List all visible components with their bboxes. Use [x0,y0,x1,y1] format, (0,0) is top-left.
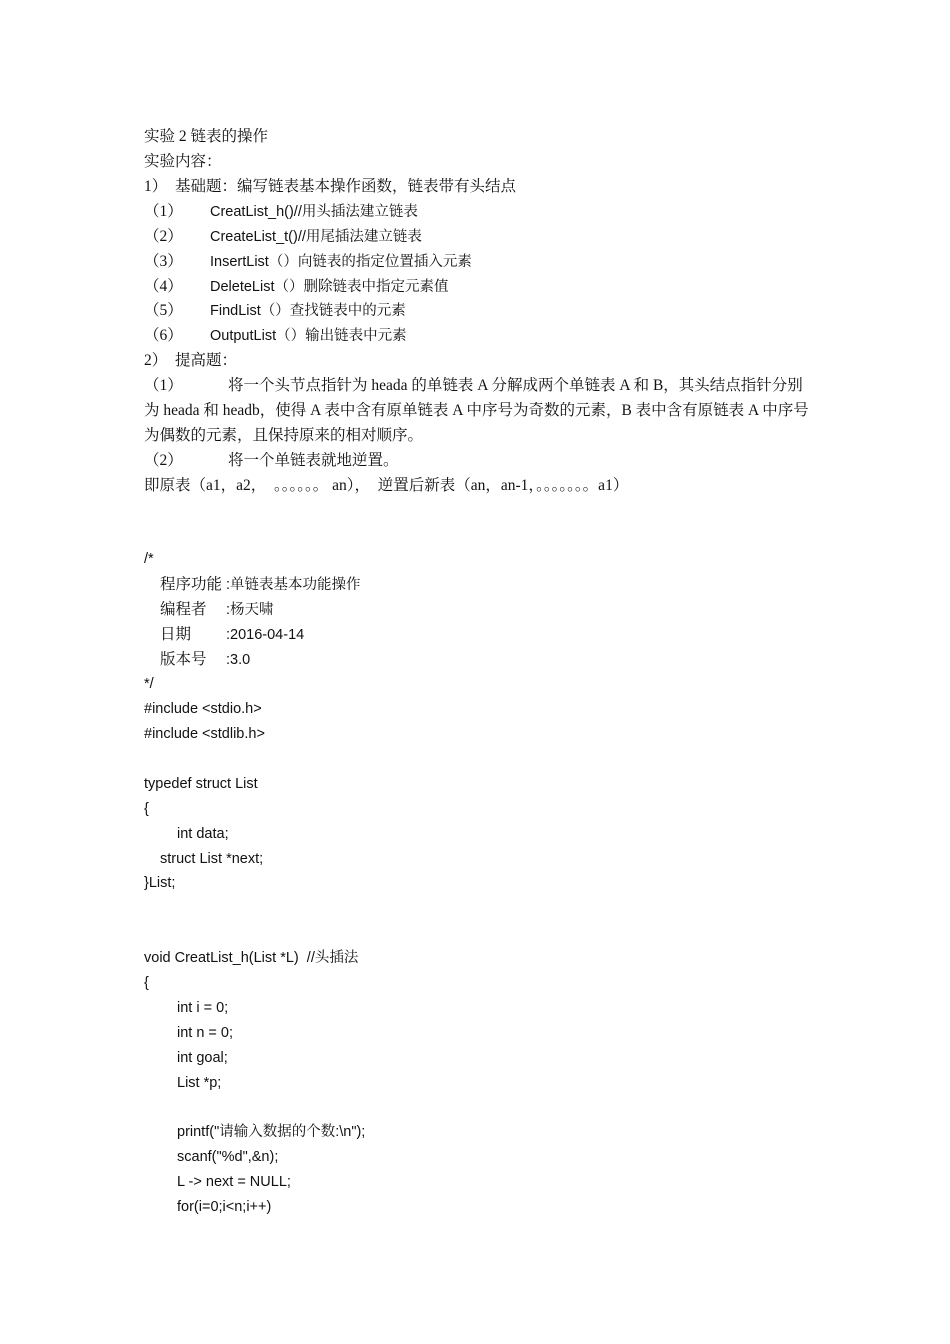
item-text: OutputList（）输出链表中元素 [210,328,407,344]
meta-value: :单链表基本功能操作 [226,577,361,593]
code-line: int n = 0; [177,1025,234,1041]
code-line: List *p; [177,1075,222,1091]
comment-open: /* [144,551,154,567]
struct-close: }List; [144,875,176,891]
basic-item-3 [144,249,472,274]
item-number: （2） [144,228,183,245]
item-text: InsertList（）向链表的指定位置插入元素 [210,254,472,270]
meta-label: 版本号 [160,651,207,668]
code-line: scanf("%d",&n); [177,1149,279,1165]
meta-label: 程序功能 [160,576,223,593]
item-number: （6） [144,327,183,344]
basic-item-5 [144,298,406,323]
function-brace-open: { [144,975,149,991]
code-line: printf("请输入数据的个数:\n"); [177,1124,366,1140]
item-text: CreatList_h()//用头插法建立链表 [210,204,418,220]
item-text: FindList（）查找链表中的元素 [210,303,406,319]
code-line: L -> next = NULL; [177,1174,291,1190]
typedef-line: typedef struct List [144,776,258,792]
item-number: （3） [144,253,183,270]
basic-heading: 1） 基础题：编写链表基本操作函数，链表带有头结点 [144,178,517,195]
basic-item-6 [144,323,407,348]
item-number: （1） [144,377,183,394]
struct-brace-open: { [144,801,149,817]
code-line: int i = 0; [177,1000,229,1016]
basic-item-4 [144,274,448,299]
content-label: 实验内容： [144,153,222,170]
item-number: （4） [144,278,183,295]
include-stdio: #include <stdio.h> [144,701,262,717]
meta-function [160,572,361,597]
meta-author [160,597,274,622]
advanced-item-2 [144,448,399,473]
item-number: （5） [144,302,183,319]
comment-close: */ [144,676,154,692]
meta-date [160,622,304,647]
meta-value: :3.0 [226,652,251,668]
advanced-item-1 [144,373,809,448]
item-text: 将一个头节点指针为 heada 的单链表 A 分解成两个单链表 A 和 B，其头结点指针分别为 heada 和 headb，使得 A 表中含有原单链表 A 中序号为奇数的元素，B 表中含有原链表 A 中序号为偶数的元素，且保持原来的相对顺序。 [144,377,809,444]
meta-value: :2016-04-14 [226,627,305,643]
item-number: （2） [144,452,183,469]
field-data: int data; [177,826,229,842]
item-text: CreateList_t()//用尾插法建立链表 [210,229,422,245]
reverse-example: 即原表（a1，a2， 。。。。。。 an）， 逆置后新表（an，an-1，。。。。。。。a1） [144,477,629,494]
meta-value: :杨天啸 [226,602,274,618]
code-line: int goal; [177,1050,228,1066]
doc-title: 实验 2 链表的操作 [144,128,269,145]
meta-label: 日期 [160,626,192,643]
function-signature: void CreatList_h(List *L) //头插法 [144,950,359,966]
meta-version [160,647,250,672]
item-number: （1） [144,203,183,220]
basic-item-1 [144,199,418,224]
basic-item-2 [144,224,422,249]
meta-label: 编程者 [160,601,207,618]
include-stdlib: #include <stdlib.h> [144,726,265,742]
item-text: DeleteList（）删除链表中指定元素值 [210,279,449,295]
field-next: struct List *next; [160,851,264,867]
item-text: 将一个单链表就地逆置。 [228,452,399,469]
code-line: for(i=0;i<n;i++) [177,1199,272,1215]
advanced-heading: 2） 提高题： [144,352,238,369]
